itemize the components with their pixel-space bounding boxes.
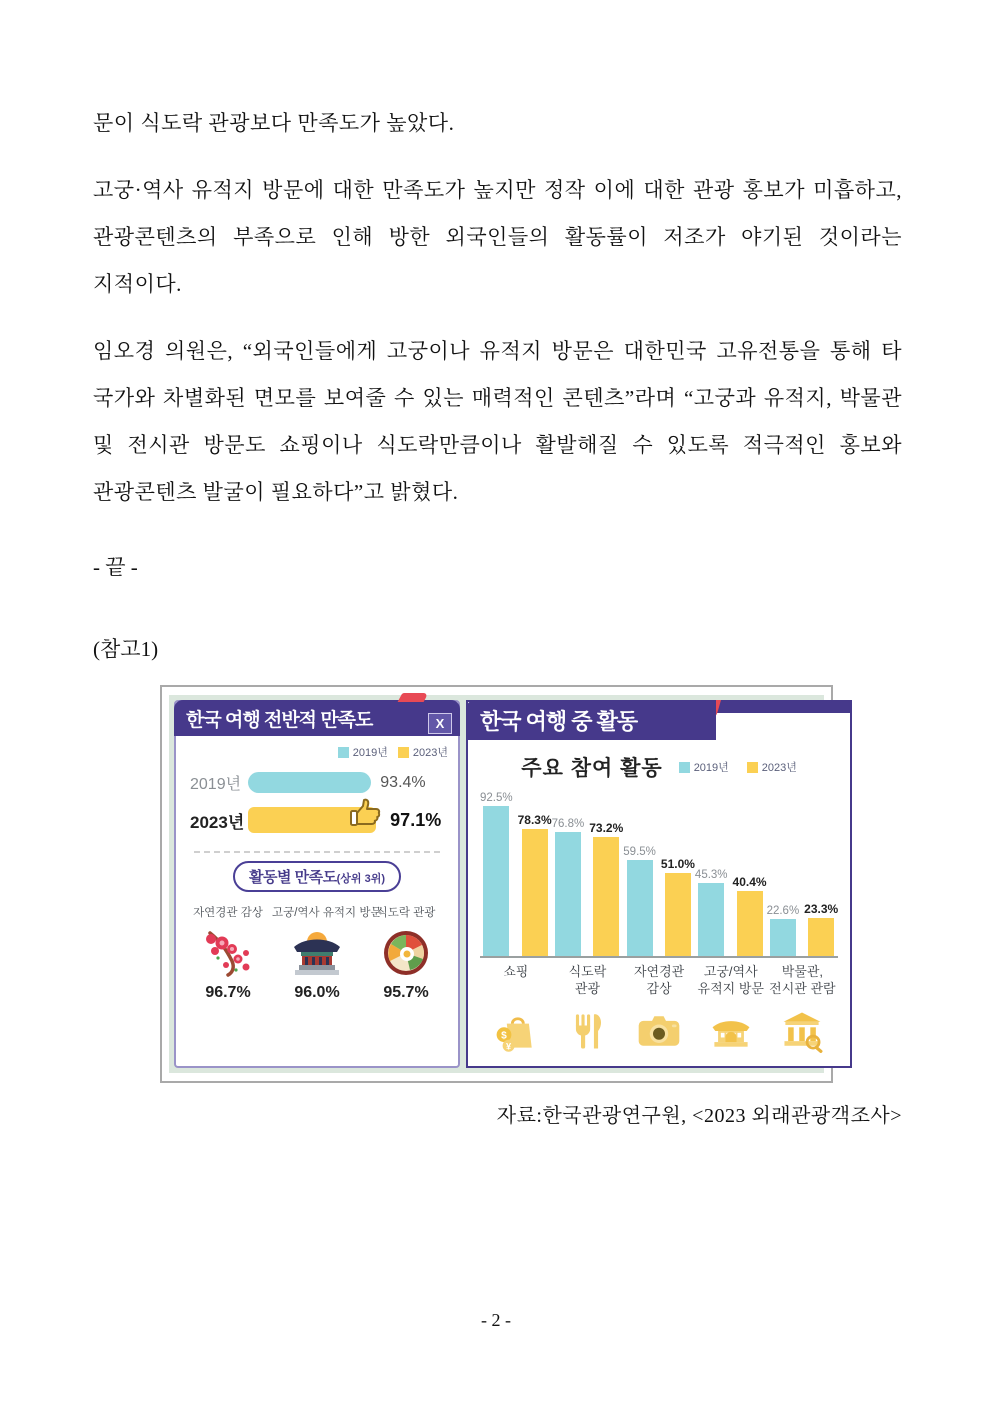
- bar-2019: [698, 883, 724, 956]
- bar-2019: [248, 772, 371, 793]
- bar-2019: [770, 919, 796, 956]
- museum-icon: [767, 1006, 839, 1056]
- bar-2023: [808, 918, 834, 956]
- right-panel-header: [466, 700, 852, 740]
- body-paragraph-3: 임오경 의원은, “외국인들에게 고궁이나 유적지 방문은 대한민국 고유전통을 통해 타 국가와 차별화된 면모를 보여줄 수 있는 매력적인 콘텐츠”라며 “고궁과 유적지, 박물관 및 전시관 방문도 쇼핑이나 식도락만큼이나 활발해질 수 있도록 적극적인 홍보와 관광콘텐츠 발굴이 필요하다”고 밝혔다.: [93, 339, 902, 504]
- activities-panel: [466, 700, 852, 1068]
- bar-group-food: 76.8% 73.2%: [552, 818, 624, 956]
- close-icon[interactable]: X: [428, 713, 452, 734]
- legend-2023: [398, 744, 448, 760]
- category-labels: 쇼핑 식도락 관광 자연경관 감상 고궁/역사 유적지 방문 박물관, 전시관 관람: [503, 964, 836, 996]
- activity-item-nature: 자연경관 감상 96.7%: [184, 904, 272, 1002]
- legend-swatch-2019: [679, 762, 690, 773]
- legend-2019: [679, 759, 729, 775]
- bar-label: 2023년: [190, 812, 245, 832]
- top3-activities: [176, 900, 458, 1010]
- activity-item-palace: 고궁/역사 유적지 방문 96.0%: [272, 907, 382, 1001]
- bar-2019: [627, 860, 653, 956]
- bar-group-palace: 45.3% 40.4%: [695, 869, 767, 956]
- bar-value: 93.4%: [380, 773, 426, 791]
- bar-2019: [483, 806, 509, 956]
- ribbon-fold-icon: [398, 693, 429, 702]
- legend-2023: [747, 759, 797, 775]
- badge-subtitle: (상위 3위): [336, 873, 385, 885]
- badge-row: [176, 861, 458, 892]
- reference-label: (참고1): [93, 637, 159, 661]
- legend-label-2023: 2023년: [761, 762, 797, 774]
- bar-value: 97.1%: [390, 809, 442, 830]
- infographic-background: [169, 695, 839, 1073]
- page-number: - 2 -: [481, 1310, 511, 1330]
- legend-swatch-2023: [398, 747, 409, 758]
- body-paragraph-2: 고궁·역사 유적지 방문에 대한 만족도가 높지만 정작 이에 대한 관광 홍보가 미흡하고, 관광콘텐츠의 부족으로 인해 방한 외국인들의 활동률이 저조가 야기된 것이라는 지적이다.: [93, 178, 902, 296]
- bar-group-museum: 22.6% 23.3%: [767, 902, 839, 956]
- end-mark: - 끝 -: [93, 555, 138, 579]
- grouped-bar-chart: [468, 784, 850, 1066]
- bar-2023: [593, 837, 619, 956]
- svg-text:$: $: [500, 1030, 507, 1042]
- thumbs-up-icon: [348, 794, 384, 830]
- overall-satisfaction-panel: [174, 700, 460, 1068]
- camera-icon: [623, 1006, 695, 1056]
- bar-group-shopping: 92.5% 78.3%: [480, 792, 552, 956]
- infographic-image: [160, 685, 839, 1083]
- badge-title: 활동별 만족도: [249, 869, 337, 886]
- fork-knife-icon: [552, 1006, 624, 1056]
- category-icons: [480, 998, 838, 1066]
- bar-2023: [737, 891, 763, 956]
- legend-label-2023: 2023년: [412, 747, 448, 759]
- legend: [176, 736, 458, 760]
- legend-swatch-2019: [338, 747, 349, 758]
- left-panel-title: 한국 여행 전반적 만족도: [186, 709, 373, 731]
- bar-track: [248, 807, 448, 833]
- bar-2023: [665, 873, 691, 956]
- bar-2023: [248, 807, 376, 833]
- palace-icon: [272, 925, 362, 981]
- right-panel-title: 한국 여행 중 활동: [480, 708, 638, 734]
- bar-2019: [555, 832, 581, 956]
- chart-header: [468, 752, 850, 782]
- cherry-blossom-icon: [184, 925, 272, 981]
- left-panel-header: [174, 700, 460, 736]
- legend: [679, 759, 797, 775]
- bar-label: 2019년: [190, 776, 242, 793]
- palace-yellow-icon: [695, 1006, 767, 1056]
- bar-2023: [522, 829, 548, 956]
- svg-text:¥: ¥: [505, 1041, 511, 1052]
- korean-food-bowl-icon: [362, 925, 450, 981]
- header-strip: [702, 700, 853, 713]
- satisfaction-bar-row-2019: [176, 760, 458, 796]
- body-paragraph-1: 문이 식도락 관광보다 만족도가 높았다.: [93, 111, 455, 135]
- legend-label-2019: 2019년: [352, 747, 388, 759]
- bar-group-nature: 59.5% 51.0%: [623, 846, 695, 956]
- source-attribution: 자료:한국관광연구원, <2023 외래관광객조사>: [496, 1104, 902, 1127]
- chart-title: 주요 참여 활동: [521, 757, 663, 780]
- legend-label-2019: 2019년: [693, 762, 729, 774]
- dashed-divider: [194, 851, 440, 853]
- legend-swatch-2023: [747, 762, 758, 773]
- legend-2019: [338, 744, 388, 760]
- bar-track: [248, 772, 448, 793]
- shopping-bag-icon: [480, 1006, 552, 1056]
- satisfaction-bar-row-2023: [176, 796, 458, 835]
- bars-area: [480, 784, 838, 958]
- activity-satisfaction-badge: [233, 861, 401, 892]
- activity-item-food: 식도락 관광 95.7%: [362, 904, 450, 1002]
- header-bar: [466, 700, 716, 740]
